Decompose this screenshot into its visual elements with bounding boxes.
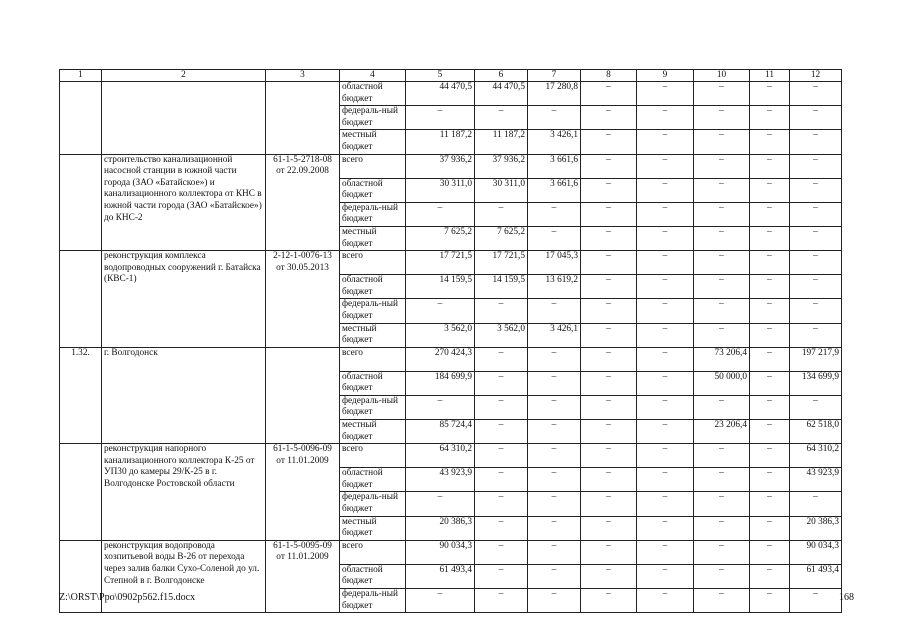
value-cell: – [475, 395, 528, 419]
value-cell: – [694, 395, 750, 419]
value-cell: – [406, 589, 475, 613]
funding-source-cell: областной бюджет [340, 178, 406, 202]
value-cell: – [694, 275, 750, 299]
table-row [60, 251, 842, 275]
funding-source-cell: федераль-ный бюджет [340, 106, 406, 130]
value-cell: – [475, 347, 528, 371]
value-cell: 90 034,3 [790, 540, 842, 564]
funding-source-cell: местный бюджет [340, 226, 406, 250]
value-cell: – [750, 106, 790, 130]
value-cell: – [790, 251, 842, 275]
funding-source-cell: федераль-ный бюджет [340, 202, 406, 226]
value-cell: – [528, 202, 581, 226]
value-cell: – [528, 444, 581, 468]
value-cell: – [637, 589, 694, 613]
value-cell: – [581, 516, 637, 540]
value-cell: 64 310,2 [406, 444, 475, 468]
value-cell: 20 386,3 [406, 516, 475, 540]
value-cell: 14 159,5 [475, 275, 528, 299]
value-cell: – [581, 82, 637, 106]
value-cell: 85 724,4 [406, 420, 475, 444]
value-cell: – [637, 395, 694, 419]
item-description-cell: реконструкция комплекса водопроводных сооружений г. Батайска (КВС-1) [102, 251, 266, 348]
value-cell: 17 280,8 [528, 82, 581, 106]
value-cell: – [637, 299, 694, 323]
value-cell: – [581, 178, 637, 202]
value-cell: – [406, 106, 475, 130]
value-cell: 270 424,3 [406, 347, 475, 371]
value-cell: – [637, 540, 694, 564]
item-description-cell: реконструкция водопровода хозпитьевой воды В-26 от перехода через залив балки Сухо-Соленой до ул. Степной в г. Волгодонске [102, 540, 266, 612]
value-cell: – [694, 82, 750, 106]
value-cell: – [475, 444, 528, 468]
value-cell: 3 562,0 [475, 323, 528, 347]
header-cell: 1 [60, 70, 102, 82]
funding-source-cell: всего [340, 347, 406, 371]
value-cell: – [637, 251, 694, 275]
funding-source-cell: всего [340, 154, 406, 178]
value-cell: 50 000,0 [694, 371, 750, 395]
value-cell: – [528, 106, 581, 130]
value-cell: – [750, 540, 790, 564]
value-cell: 7 625,2 [406, 226, 475, 250]
header-cell: 3 [266, 70, 340, 82]
value-cell: – [750, 516, 790, 540]
value-cell: – [581, 444, 637, 468]
value-cell: – [528, 589, 581, 613]
value-cell: 73 206,4 [694, 347, 750, 371]
value-cell: – [694, 468, 750, 492]
value-cell: – [694, 492, 750, 516]
value-cell: 61 493,4 [406, 564, 475, 588]
value-cell: – [581, 299, 637, 323]
value-cell: – [581, 106, 637, 130]
value-cell: – [790, 589, 842, 613]
value-cell: – [581, 130, 637, 154]
value-cell: – [528, 564, 581, 588]
item-document-cell: 2-12-1-0076-13 от 30.05.2013 [266, 251, 340, 348]
table-body [60, 70, 842, 613]
value-cell: – [581, 564, 637, 588]
value-cell: – [528, 540, 581, 564]
value-cell: – [528, 516, 581, 540]
item-description-cell: г. Волгодонск [102, 347, 266, 444]
value-cell: – [581, 395, 637, 419]
header-cell: 11 [750, 70, 790, 82]
value-cell: 134 699,9 [790, 371, 842, 395]
funding-source-cell: федераль-ный бюджет [340, 395, 406, 419]
value-cell: – [528, 226, 581, 250]
value-cell: 30 311,0 [475, 178, 528, 202]
value-cell: 14 159,5 [406, 275, 475, 299]
value-cell: – [637, 154, 694, 178]
value-cell: – [581, 371, 637, 395]
value-cell: 11 187,2 [406, 130, 475, 154]
item-document-cell: 61-1-5-0096-09 от 11.01.2009 [266, 444, 340, 541]
value-cell: 61 493,4 [790, 564, 842, 588]
value-cell: – [581, 540, 637, 564]
value-cell: – [750, 492, 790, 516]
item-number-cell [60, 251, 102, 348]
value-cell: – [790, 106, 842, 130]
value-cell: – [694, 564, 750, 588]
value-cell: – [528, 347, 581, 371]
value-cell: – [637, 178, 694, 202]
footer-file-path: Z:\ORST\Ppo\0902p562.f15.docx [59, 592, 196, 603]
value-cell: 7 625,2 [475, 226, 528, 250]
value-cell: – [750, 226, 790, 250]
value-cell: – [637, 82, 694, 106]
value-cell: – [581, 468, 637, 492]
value-cell: – [581, 154, 637, 178]
value-cell: – [637, 226, 694, 250]
table-row [60, 444, 842, 468]
value-cell: – [637, 202, 694, 226]
value-cell: – [750, 468, 790, 492]
value-cell: – [750, 202, 790, 226]
value-cell: – [750, 323, 790, 347]
value-cell: 64 310,2 [790, 444, 842, 468]
value-cell: 30 311,0 [406, 178, 475, 202]
value-cell: 37 936,2 [475, 154, 528, 178]
value-cell: – [475, 540, 528, 564]
item-description-cell: реконструкция напорного канализационного коллектора К-25 от УП30 до камеры 29/К-25 в г. Волгодонске Ростовской области [102, 444, 266, 541]
value-cell: – [581, 420, 637, 444]
value-cell: – [750, 82, 790, 106]
item-document-cell [266, 82, 340, 155]
value-cell: – [694, 226, 750, 250]
value-cell: – [790, 154, 842, 178]
table-row [60, 540, 842, 564]
value-cell: – [475, 202, 528, 226]
funding-source-cell: федераль-ный бюджет [340, 299, 406, 323]
value-cell: 3 661,6 [528, 154, 581, 178]
value-cell: – [637, 468, 694, 492]
item-document-cell [266, 347, 340, 444]
value-cell: – [581, 323, 637, 347]
value-cell: – [750, 130, 790, 154]
value-cell: 43 923,9 [790, 468, 842, 492]
value-cell: – [694, 178, 750, 202]
header-cell: 5 [406, 70, 475, 82]
funding-source-cell: местный бюджет [340, 130, 406, 154]
value-cell: 23 206,4 [694, 420, 750, 444]
value-cell: – [790, 395, 842, 419]
value-cell: 17 721,5 [475, 251, 528, 275]
value-cell: – [637, 564, 694, 588]
value-cell: – [750, 420, 790, 444]
value-cell: – [790, 82, 842, 106]
value-cell: – [581, 251, 637, 275]
value-cell: 3 426,1 [528, 323, 581, 347]
value-cell: – [694, 130, 750, 154]
funding-source-cell: местный бюджет [340, 516, 406, 540]
value-cell: – [750, 589, 790, 613]
funding-source-cell: областной бюджет [340, 564, 406, 588]
funding-source-cell: областной бюджет [340, 82, 406, 106]
value-cell: – [694, 251, 750, 275]
item-document-cell: 61-1-5-0095-09 от 11.01.2009 [266, 540, 340, 612]
value-cell: – [406, 395, 475, 419]
value-cell: – [694, 516, 750, 540]
value-cell: – [750, 564, 790, 588]
value-cell: – [750, 154, 790, 178]
funding-source-cell: всего [340, 251, 406, 275]
value-cell: – [750, 178, 790, 202]
value-cell: – [475, 468, 528, 492]
item-number-cell [60, 82, 102, 155]
value-cell: – [581, 202, 637, 226]
item-number-cell: 1.32. [60, 347, 102, 444]
header-cell: 6 [475, 70, 528, 82]
value-cell: 184 699,9 [406, 371, 475, 395]
table-row [60, 82, 842, 106]
header-cell: 9 [637, 70, 694, 82]
value-cell: – [694, 589, 750, 613]
value-cell: – [406, 202, 475, 226]
header-cell: 10 [694, 70, 750, 82]
value-cell: – [475, 299, 528, 323]
item-document-cell: 61-1-5-2718-08 от 22.09.2008 [266, 154, 340, 251]
value-cell: – [528, 468, 581, 492]
value-cell: – [790, 130, 842, 154]
value-cell: – [694, 202, 750, 226]
header-cell: 12 [790, 70, 842, 82]
funding-source-cell: федераль-ный бюджет [340, 589, 406, 613]
funding-source-cell: всего [340, 540, 406, 564]
value-cell: 37 936,2 [406, 154, 475, 178]
value-cell: 11 187,2 [475, 130, 528, 154]
value-cell: – [750, 347, 790, 371]
value-cell: – [581, 347, 637, 371]
funding-source-cell: местный бюджет [340, 323, 406, 347]
value-cell: – [750, 251, 790, 275]
value-cell: – [637, 516, 694, 540]
value-cell: – [637, 444, 694, 468]
value-cell: 62 518,0 [790, 420, 842, 444]
value-cell: – [790, 202, 842, 226]
value-cell: – [790, 275, 842, 299]
value-cell: – [581, 589, 637, 613]
value-cell: – [475, 564, 528, 588]
item-description-cell: строительство канализационной насосной станции в южной части города (ЗАО «Батайское») и канализационного коллектора от КНС в южной части города (ЗАО «Батайское») до КНС-2 [102, 154, 266, 251]
value-cell: – [475, 371, 528, 395]
value-cell: – [581, 492, 637, 516]
header-row [60, 70, 842, 82]
value-cell: – [475, 492, 528, 516]
value-cell: – [637, 420, 694, 444]
value-cell: – [637, 347, 694, 371]
value-cell: – [475, 589, 528, 613]
value-cell: – [528, 395, 581, 419]
value-cell: 44 470,5 [475, 82, 528, 106]
funding-source-cell: областной бюджет [340, 371, 406, 395]
table-row [60, 347, 842, 371]
value-cell: 17 721,5 [406, 251, 475, 275]
value-cell: – [790, 226, 842, 250]
funding-source-cell: федераль-ный бюджет [340, 492, 406, 516]
value-cell: – [475, 106, 528, 130]
item-number-cell [60, 444, 102, 541]
funding-source-cell: областной бюджет [340, 468, 406, 492]
value-cell: – [637, 492, 694, 516]
value-cell: – [694, 540, 750, 564]
value-cell: – [581, 226, 637, 250]
funding-source-cell: областной бюджет [340, 275, 406, 299]
value-cell: 3 661,6 [528, 178, 581, 202]
item-description-cell [102, 82, 266, 155]
value-cell: – [406, 299, 475, 323]
value-cell: – [637, 130, 694, 154]
item-number-cell [60, 154, 102, 251]
value-cell: – [750, 371, 790, 395]
page-number: 168 [839, 592, 854, 603]
value-cell: – [475, 516, 528, 540]
value-cell: 3 562,0 [406, 323, 475, 347]
value-cell: 13 619,2 [528, 275, 581, 299]
header-cell: 7 [528, 70, 581, 82]
funding-source-cell: местный бюджет [340, 420, 406, 444]
value-cell: – [528, 492, 581, 516]
value-cell: – [694, 154, 750, 178]
funding-source-cell: всего [340, 444, 406, 468]
value-cell: – [694, 299, 750, 323]
value-cell: – [694, 444, 750, 468]
value-cell: 43 923,9 [406, 468, 475, 492]
value-cell: – [750, 299, 790, 323]
value-cell: 17 045,3 [528, 251, 581, 275]
value-cell: – [637, 275, 694, 299]
value-cell: 90 034,3 [406, 540, 475, 564]
value-cell: – [790, 178, 842, 202]
value-cell: – [750, 395, 790, 419]
value-cell: – [406, 492, 475, 516]
value-cell: – [528, 371, 581, 395]
value-cell: – [581, 275, 637, 299]
header-cell: 2 [102, 70, 266, 82]
value-cell: – [694, 106, 750, 130]
value-cell: – [528, 420, 581, 444]
table-row [60, 154, 842, 178]
value-cell: – [750, 275, 790, 299]
value-cell: – [637, 371, 694, 395]
header-cell: 8 [581, 70, 637, 82]
value-cell: – [475, 420, 528, 444]
value-cell: – [694, 323, 750, 347]
value-cell: – [790, 299, 842, 323]
value-cell: – [750, 444, 790, 468]
value-cell: – [637, 323, 694, 347]
value-cell: 20 386,3 [790, 516, 842, 540]
header-cell: 4 [340, 70, 406, 82]
value-cell: 44 470,5 [406, 82, 475, 106]
budget-table [59, 69, 842, 613]
value-cell: 3 426,1 [528, 130, 581, 154]
value-cell: – [528, 299, 581, 323]
value-cell: – [790, 492, 842, 516]
value-cell: 197 217,9 [790, 347, 842, 371]
value-cell: – [637, 106, 694, 130]
value-cell: – [790, 323, 842, 347]
